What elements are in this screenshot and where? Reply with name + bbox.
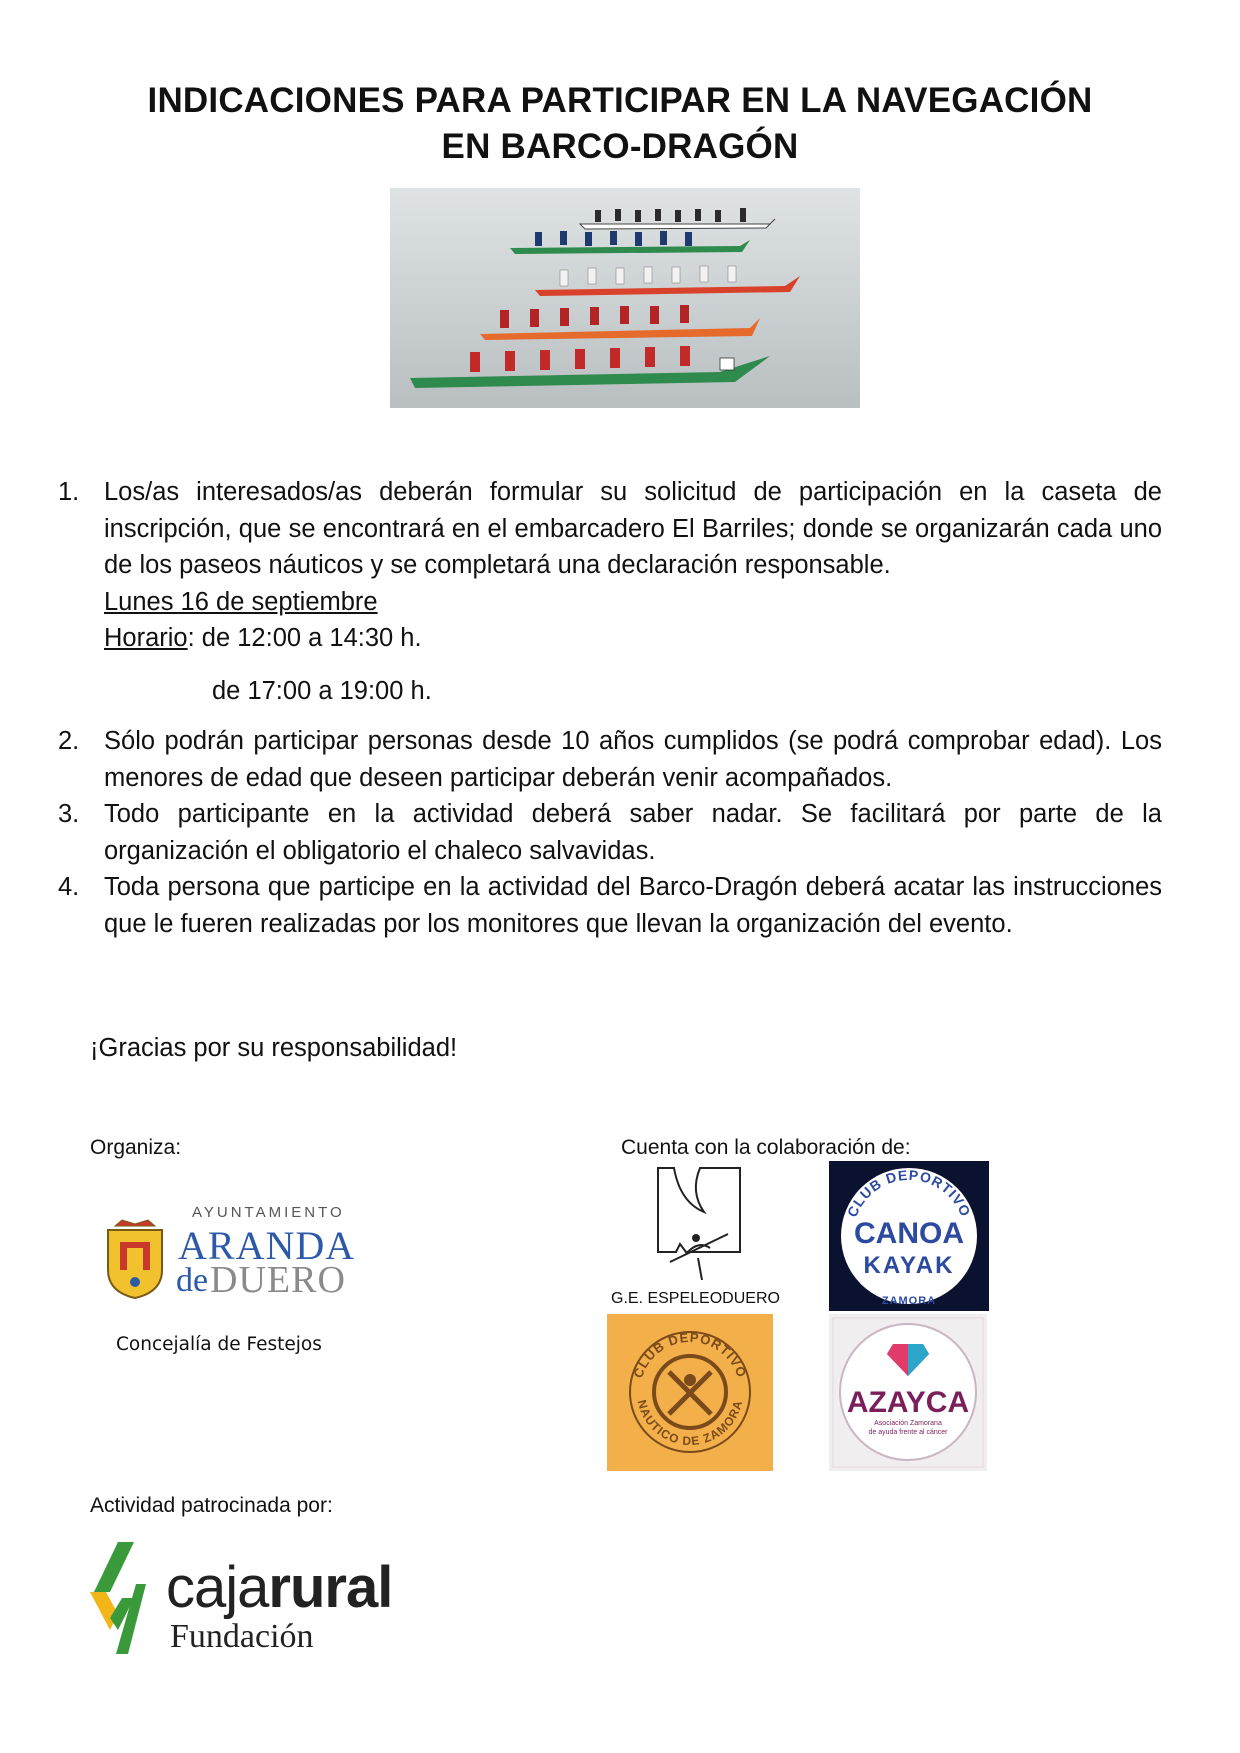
nautico-zamora-logo [607,1314,773,1471]
schedule-line-2: de 17:00 a 19:00 h. [212,676,432,705]
canoa-word: CANOA [854,1217,964,1250]
logo-de: de [176,1262,209,1299]
colaboracion-label: Cuenta con la colaboración de: [621,1136,911,1159]
azayca-logo [829,1314,987,1471]
instructions-list [58,474,1162,942]
item-text: Toda persona que participe en la actividad del Barco-Dragón deberá acatar las instrucciones que le fueren realizadas por los monitores que llevan la organización del evento. [104,873,1162,938]
list-item [58,723,1162,796]
title-line-2: EN BARCO-DRAGÓN [441,127,799,166]
azayca-sub-1: Asociación Zamorana [874,1420,942,1427]
logo-aranda: ARANDA [178,1223,356,1268]
nautico-arc-bottom: NAUTICO DE ZAMORA [634,1398,746,1449]
aranda-coat-of-arms-icon [100,1218,170,1300]
dragon-boat-race-photo [390,188,860,408]
item-number: 2. [58,727,80,755]
caja-word: caja [166,1555,269,1620]
concejalia-text: Concejalía de Festejos [116,1334,322,1355]
list-item [58,869,1162,942]
fundacion-word: Fundación [170,1618,314,1655]
item-number: 3. [58,800,80,828]
event-date: Lunes 16 de septiembre [104,587,378,616]
espeleoduero-label: G.E. ESPELEODUERO [611,1290,780,1307]
azayca-sub-2: de ayuda frente al cáncer [868,1429,948,1436]
schedule-label: Horario [104,624,188,652]
rural-word: rural [268,1555,393,1620]
canoa-arc-bottom: ZAMORA [881,1295,937,1307]
cajarural-logo-icon [88,1540,148,1656]
cajarural-wordmark [166,1554,392,1621]
item-text: Todo participante en la actividad deberá saber nadar. Se facilitará por parte de la organización el obligatorio el chaleco salvavidas. [104,800,1162,865]
thanks-text: ¡Gracias por su responsabilidad! [90,1034,458,1062]
item-text: Sólo podrán participar personas desde 10 años cumplidos (se podrá comprobar edad). Los menores de edad que deseen participar deberán venir acompañados. [104,727,1162,792]
logo-ayuntamiento: AYUNTAMIENTO [192,1204,345,1221]
list-item [58,474,1162,709]
kayak-word: KAYAK [863,1252,955,1279]
title-line-1: INDICACIONES PARA PARTICIPAR EN LA NAVEGACIÓN [147,81,1093,120]
canoa-arc-top: CLUB DEPORTIVO [843,1166,975,1220]
azayca-word: AZAYCA [846,1386,970,1419]
page-title [0,78,1240,170]
item-number: 4. [58,873,80,901]
espeleoduero-logo-icon [650,1162,746,1282]
nautico-arc-top: CLUB DEPORTIVO [630,1329,750,1380]
item-text: Los/as interesados/as deberán formular su solicitud de participación en la caseta de inscripción, que se encontrará en el embarcadero El Barriles; donde se organizarán cada uno de los paseos náuticos y se completará una declaración responsable. [104,478,1162,579]
organiza-label: Organiza: [90,1136,182,1159]
patrocina-label: Actividad patrocinada por: [90,1494,333,1517]
logo-duero: DUERO [210,1259,346,1301]
canoa-kayak-logo [829,1161,989,1311]
list-item [58,796,1162,869]
schedule-line-1: Horario: de 12:00 a 14:30 h. [104,624,422,652]
item-number: 1. [58,478,80,506]
